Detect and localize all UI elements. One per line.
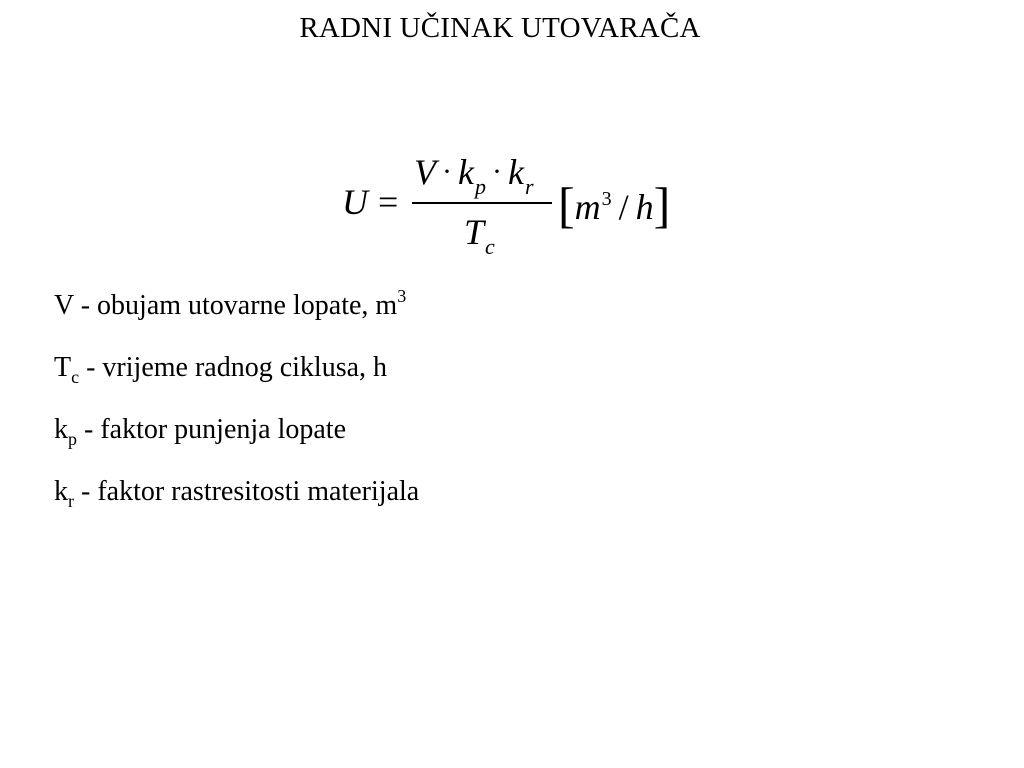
numerator-v: V	[414, 152, 436, 192]
unit-close-bracket: ]	[653, 177, 671, 233]
numerator-k2: k	[507, 152, 524, 192]
numerator-k1-subscript: p	[474, 174, 486, 199]
formula-numerator	[414, 150, 534, 199]
numerator-dot-1: ·	[442, 155, 452, 188]
numerator-k1: k	[458, 152, 474, 192]
denominator-t-subscript: c	[485, 234, 495, 259]
definition-item	[54, 286, 419, 322]
unit-h: h	[635, 187, 654, 227]
output-formula	[340, 148, 680, 260]
definition-subscript: p	[68, 429, 77, 449]
definition-subscript: r	[68, 491, 74, 511]
definitions-list	[54, 286, 420, 538]
formula-denominator	[464, 210, 495, 259]
definition-item	[54, 352, 419, 387]
page-title: RADNI UČINAK UTOVARAČA	[299, 12, 701, 44]
definition-text: - faktor rastresitosti materijala	[74, 476, 420, 507]
denominator-t: T	[464, 212, 485, 252]
numerator-k2-subscript: r	[524, 174, 534, 199]
definition-symbol: V	[54, 290, 74, 321]
fraction-bar	[412, 202, 552, 204]
definition-item	[54, 414, 419, 449]
numerator-dot-2: ·	[491, 155, 502, 188]
formula-equals: =	[378, 182, 399, 222]
definition-symbol: T	[54, 352, 72, 383]
definition-text: - vrijeme radnog ciklusa, h	[79, 352, 388, 383]
definition-superscript: 3	[397, 286, 407, 306]
unit-open-bracket: [	[558, 177, 575, 233]
definition-symbol: k	[54, 476, 68, 507]
definition-text: - obujam utovarne lopate, m	[73, 290, 398, 321]
unit-m-superscript: 3	[601, 188, 612, 210]
definition-subscript: c	[71, 367, 80, 387]
definition-symbol: k	[54, 414, 68, 445]
formula-unit	[558, 177, 671, 235]
unit-slash: /	[618, 187, 629, 227]
formula-lhs: U	[342, 182, 368, 222]
definition-item	[54, 476, 420, 511]
definition-text: - faktor punjenja lopate	[77, 414, 347, 445]
unit-m: m	[574, 187, 601, 227]
